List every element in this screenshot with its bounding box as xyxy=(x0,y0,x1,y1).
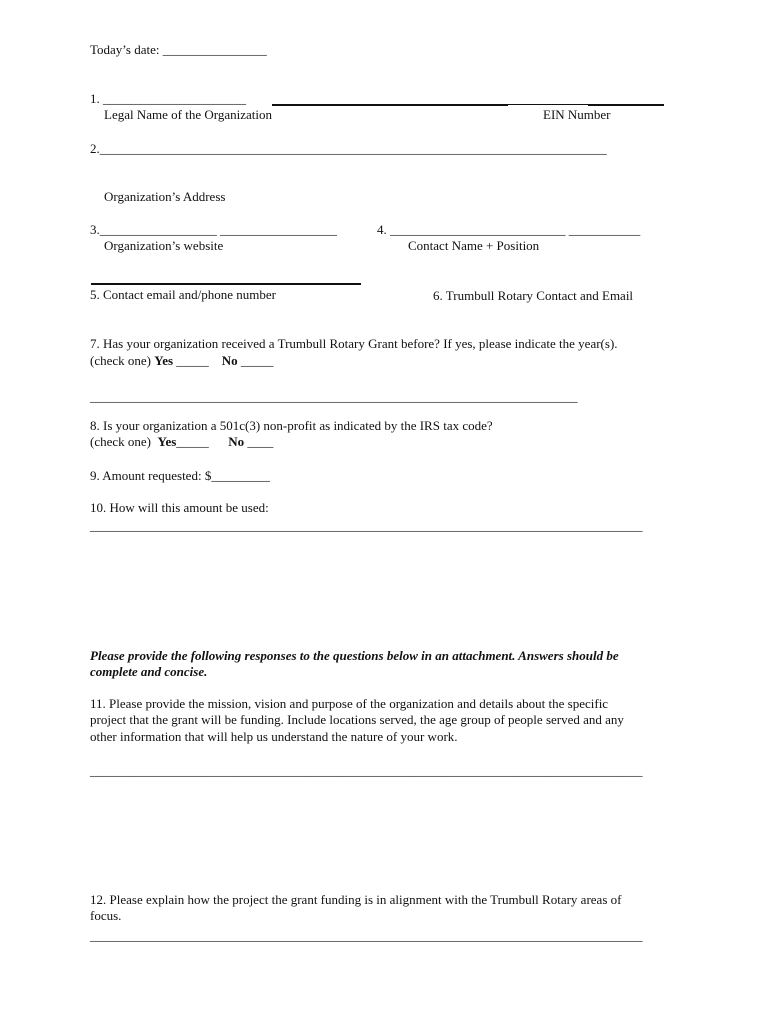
address-field[interactable] xyxy=(90,141,607,157)
q7-yes-label: Yes xyxy=(154,353,174,368)
q8-yes-blank[interactable]: _____ xyxy=(176,434,209,449)
q4-prefix: 4. xyxy=(377,222,387,237)
today-date-field[interactable] xyxy=(90,42,267,58)
q12-line-1: 12. Please explain how the project the grant funding is in alignment with the Trumbull Rotary areas of xyxy=(90,892,622,907)
q11-line-1: 11. Please provide the mission, vision and purpose of the organization and details about the specific xyxy=(90,696,609,711)
q3-blank: __________________ __________________ xyxy=(99,222,337,237)
ein-label: EIN Number xyxy=(543,107,611,122)
q8-no-label: No xyxy=(228,434,245,449)
q1-number: 1. xyxy=(90,91,100,106)
legal-name-underline xyxy=(272,104,508,106)
q11-line-2: project that the grant will be funding. Include locations served, the age group of people served and any xyxy=(90,712,624,727)
today-date-label: Today’s date: xyxy=(90,42,160,57)
q7-check-row xyxy=(90,353,273,369)
q8-question: 8. Is your organization a 501c(3) non-profit as indicated by the IRS tax code? xyxy=(90,418,493,433)
q7-years-line[interactable]: ___________________________________________________________________________ xyxy=(90,389,578,404)
legal-name-underline-thin xyxy=(508,104,588,105)
legal-name-label: Legal Name of the Organization xyxy=(104,107,272,122)
contact-email-label: 5. Contact email and/phone number xyxy=(90,287,276,302)
q12-line-2: focus. xyxy=(90,908,122,923)
usage-label: 10. How will this amount be used: xyxy=(90,500,269,515)
q4-blank: ___________________________ ___________ xyxy=(390,222,641,237)
q7-no-label: No xyxy=(221,353,238,368)
website-field[interactable] xyxy=(90,222,337,238)
q1-blank: ______________________ xyxy=(103,91,246,106)
amount-field[interactable] xyxy=(90,468,270,484)
q7-no-blank[interactable]: _____ xyxy=(240,353,274,368)
amount-blank: _________ xyxy=(211,468,270,483)
amount-label: 9. Amount requested: $ xyxy=(90,468,212,483)
q7-check-label: (check one) xyxy=(90,353,151,368)
q8-yes-label: Yes xyxy=(157,434,177,449)
q2-blank: ______________________________________________________________________________ xyxy=(99,141,607,156)
ein-underline[interactable] xyxy=(588,104,664,106)
q8-check-label: (check one) xyxy=(90,434,151,449)
address-label: Organization’s Address xyxy=(104,189,226,204)
q7-yes-blank[interactable]: _____ xyxy=(176,353,209,368)
q12-answer-line[interactable]: _____________________________________________________________________________________ xyxy=(90,928,643,943)
q8-check-row xyxy=(90,434,273,450)
q2-prefix: 2. xyxy=(90,141,100,156)
website-label: Organization’s website xyxy=(104,238,224,253)
instructions-line-1: Please provide the following responses to the questions below in an attachment. Answers should be xyxy=(90,648,619,663)
q11-line-3: other information that will help us understand the nature of your work. xyxy=(90,729,458,744)
q11-answer-line[interactable]: _____________________________________________________________________________________ xyxy=(90,763,643,778)
usage-line[interactable]: _____________________________________________________________________________________ xyxy=(90,518,643,533)
contact-name-label: Contact Name + Position xyxy=(408,238,540,253)
q3-prefix: 3. xyxy=(90,222,100,237)
rotary-contact-label: 6. Trumbull Rotary Contact and Email xyxy=(433,288,634,303)
instructions-line-2: complete and concise. xyxy=(90,664,208,679)
legal-name-field[interactable] xyxy=(90,91,246,107)
contact-name-field[interactable] xyxy=(377,222,640,238)
contact-email-underline[interactable] xyxy=(91,283,361,285)
q8-no-blank[interactable]: ____ xyxy=(247,434,274,449)
today-date-blank: ________________ xyxy=(162,42,267,57)
q7-question: 7. Has your organization received a Trumbull Rotary Grant before? If yes, please indicate the year(s). xyxy=(90,336,618,351)
